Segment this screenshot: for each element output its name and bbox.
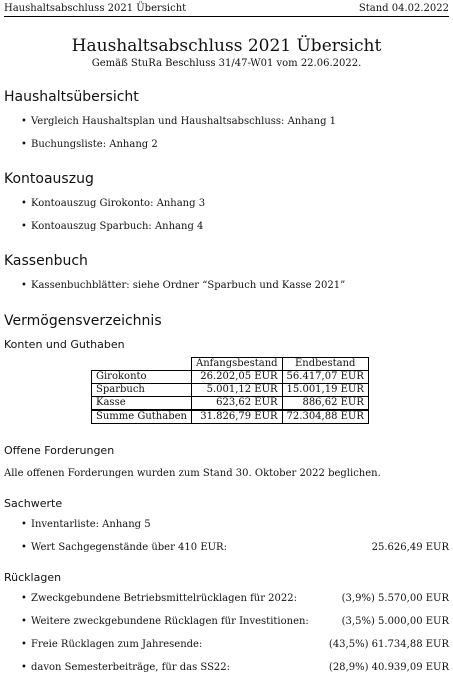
ruecklagen-list — [0, 593, 453, 685]
list-item: • Zweckgebundene Betriebsmittelrücklagen für 2022: (3,9%) 5.570,00 EUR — [21, 593, 449, 604]
list-item: • Inventarliste: Anhang 5 — [21, 519, 151, 530]
bullet-icon: • — [21, 639, 27, 650]
bullet-icon: • — [21, 542, 27, 553]
bullet-icon: • — [21, 519, 27, 530]
table-row: Girokonto 26.202,05 EUR 56.417,07 EUR — [92, 371, 369, 384]
forderungen-text: Alle offenen Forderungen wurden zum Stand 30. Oktober 2022 beglichen. — [4, 468, 381, 479]
running-header — [4, 3, 449, 17]
list-item: • Buchungsliste: Anhang 2 — [21, 139, 158, 150]
subsection-heading-ruecklagen: Rücklagen — [4, 571, 62, 584]
bullet-icon: • — [21, 116, 27, 127]
document-title: Haushaltsabschluss 2021 Übersicht — [71, 36, 382, 56]
list-item: • Kassenbuchblätter: siehe Ordner “Sparbuch und Kasse 2021” — [21, 280, 346, 291]
kassenbuch-list — [0, 280, 453, 303]
list-item: • Kontoauszug Girokonto: Anhang 3 — [21, 198, 206, 209]
section-heading-vermoegensverzeichnis: Vermögensverzeichnis — [4, 313, 162, 329]
running-header-date: Stand 04.02.2022 — [358, 3, 449, 14]
table-sum-row: Summe Guthaben 31.826,79 EUR 72.304,88 EUR — [92, 410, 369, 424]
bullet-icon: • — [21, 662, 27, 673]
accounts-table — [91, 357, 369, 424]
section-heading-kontoauszug: Kontoauszug — [4, 171, 94, 187]
bullet-icon: • — [21, 198, 27, 209]
subsection-heading-konten: Konten und Guthaben — [4, 338, 125, 351]
sachwerte-list — [0, 519, 453, 565]
column-header: Anfangsbestand — [191, 358, 282, 371]
bullet-icon: • — [21, 593, 27, 604]
bullet-icon: • — [21, 616, 27, 627]
haushaltsuebersicht-list — [0, 116, 453, 162]
table-row: Kasse 623,62 EUR 886,62 EUR — [92, 397, 369, 411]
list-item: • Wert Sachgegenstände über 410 EUR: 25.626,49 EUR — [21, 542, 449, 553]
subsection-heading-sachwerte: Sachwerte — [4, 497, 63, 510]
document-subtitle: Gemäß StuRa Beschluss 31/47-W01 vom 22.06.2022. — [91, 58, 362, 69]
running-header-title: Haushaltsabschluss 2021 Übersicht — [4, 3, 187, 14]
table-header-row — [92, 358, 369, 371]
list-item: • davon Semesterbeiträge, für das SS22: (28,9%) 40.939,09 EUR — [21, 662, 449, 673]
bullet-icon: • — [21, 221, 27, 232]
list-item: • Vergleich Haushaltsplan und Haushaltsabschluss: Anhang 1 — [21, 116, 337, 127]
list-item: • Freie Rücklagen zum Jahresende: (43,5%) 61.734,88 EUR — [21, 639, 449, 650]
list-item: • Weitere zweckgebundene Rücklagen für Investitionen: (3,5%) 5.000,00 EUR — [21, 616, 449, 627]
section-heading-kassenbuch: Kassenbuch — [4, 253, 88, 269]
list-item: • Kontoauszug Sparbuch: Anhang 4 — [21, 221, 204, 232]
column-header: Endbestand — [282, 358, 368, 371]
section-heading-haushaltsuebersicht: Haushaltsübersicht — [4, 89, 139, 105]
bullet-icon: • — [21, 139, 27, 150]
subsection-heading-forderungen: Offene Forderungen — [4, 444, 115, 457]
bullet-icon: • — [21, 280, 27, 291]
kontoauszug-list — [0, 198, 453, 244]
table-row: Sparbuch 5.001,12 EUR 15.001,19 EUR — [92, 384, 369, 397]
